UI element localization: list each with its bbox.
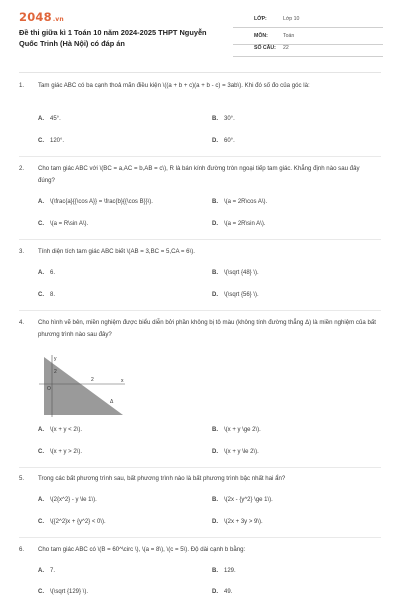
y-axis-label: y [54,356,57,362]
site-logo[interactable] [19,10,64,24]
option-d[interactable]: D. \(x + y \le 2\). [212,449,259,455]
option-d[interactable]: D. \(a = 2R\sin A\). [212,221,266,227]
option-d[interactable]: D. 60°. [212,138,235,144]
question-text: Tính diện tích tam giác ABC biết \(AB = 3,BC = 5,CA = 6\). [38,248,195,255]
option-a[interactable]: A. \(\frac{a}{{\cos A}} = \frac{b}{{\cos B}}\). [38,199,153,205]
option-d[interactable]: D. \(2x + 3y > 9\). [212,519,263,525]
question-number: 1. [19,82,25,89]
option-c[interactable]: C. \(\sqrt {129} \). [38,589,89,595]
question-divider [19,467,381,468]
meta-key: MÔN: [254,33,268,39]
question-number: 6. [19,546,25,553]
option-d[interactable]: D. 49. [212,589,233,595]
option-b[interactable]: B. \(a = 2R\cos A\). [212,199,268,205]
question-text: Tam giác ABC có ba cạnh thoả mãn điều kiện \((a + b + c)(a + b - c) = 3ab\). Khi đó số đo của góc là: [38,82,310,89]
option-c[interactable]: C. \({2^2}x + {y^2} < 0\). [38,519,106,525]
shaded-region [44,357,123,415]
option-b[interactable]: B. \(x + y \ge 2\). [212,427,261,433]
tick-label-y: 2 [54,369,57,375]
option-b[interactable]: B. 30°. [212,116,235,122]
question-number: 4. [19,319,25,326]
meta-key: SỐ CÂU: [254,45,276,51]
tick-label-x: 2 [91,377,94,383]
option-a[interactable]: A. 7. [38,568,56,574]
option-c[interactable]: C. 8. [38,292,56,298]
question-divider [19,537,381,538]
logo-text: 2048 [19,10,52,24]
question-divider [19,310,381,311]
meta-class [233,13,383,28]
question-number: 2. [19,165,25,172]
option-c[interactable]: C. \(x + y > 2\). [38,449,83,455]
option-a[interactable]: A. 45°. [38,116,61,122]
option-a[interactable]: A. \(x + y < 2\). [38,427,83,433]
document-header [0,0,400,70]
header-divider [19,72,381,73]
option-b[interactable]: B. \(\sqrt {48} \). [212,270,259,276]
question-text: Cho tam giác ABC với \(BC = a,AC = b,AB = c\), R là bán kính đường tròn ngoại tiếp tam giác. Khẳng định nào sau đây đúng? [38,165,360,185]
question-text: Cho hình vẽ bên, miền nghiệm được biểu diễn bởi phần không bị tô màu (không tính đường thẳng Δ) là miền nghiệm của bất phương trình nào sau đây? [38,319,376,339]
option-d[interactable]: D. \(\sqrt {56} \). [212,292,259,298]
question-number: 3. [19,248,25,255]
question-divider [19,156,381,157]
question-number: 5. [19,475,25,482]
option-a[interactable]: A. 6. [38,270,56,276]
option-c[interactable]: C. 120°. [38,138,65,144]
logo-suffix: .vn [52,16,64,23]
origin-label: O [47,386,51,392]
meta-question-count [233,42,383,57]
meta-key: LỚP: [254,16,267,22]
x-axis-label: x [121,378,124,384]
page-title: Đề thi giữa kì 1 Toán 10 năm 2024-2025 THPT Nguyễn Quốc Trinh (Hà Nội) có đáp án [19,28,207,48]
meta-value: Lớp 10 [283,16,300,22]
option-a[interactable]: A. \(2{x^2} - y \le 1\). [38,497,97,503]
meta-value: 22 [283,45,289,51]
question-text: Trong các bất phương trình sau, bất phương trình nào là bất phương trình bậc nhất hai ẩn? [38,475,286,482]
question-divider [19,239,381,240]
meta-value: Toán [283,33,295,39]
line-label: Δ [110,399,114,405]
option-c[interactable]: C. \(a = R\sin A\). [38,221,89,227]
question-text: Cho tam giác ABC có \(B = 60^\circ \), \(a = 8\), \(c = 5\). Độ dài cạnh b bằng: [38,546,246,553]
option-b[interactable]: B. \(2x - {y^2} \ge 1\). [212,497,273,503]
inequality-graph [37,355,127,418]
option-b[interactable]: B. 129. [212,568,236,574]
